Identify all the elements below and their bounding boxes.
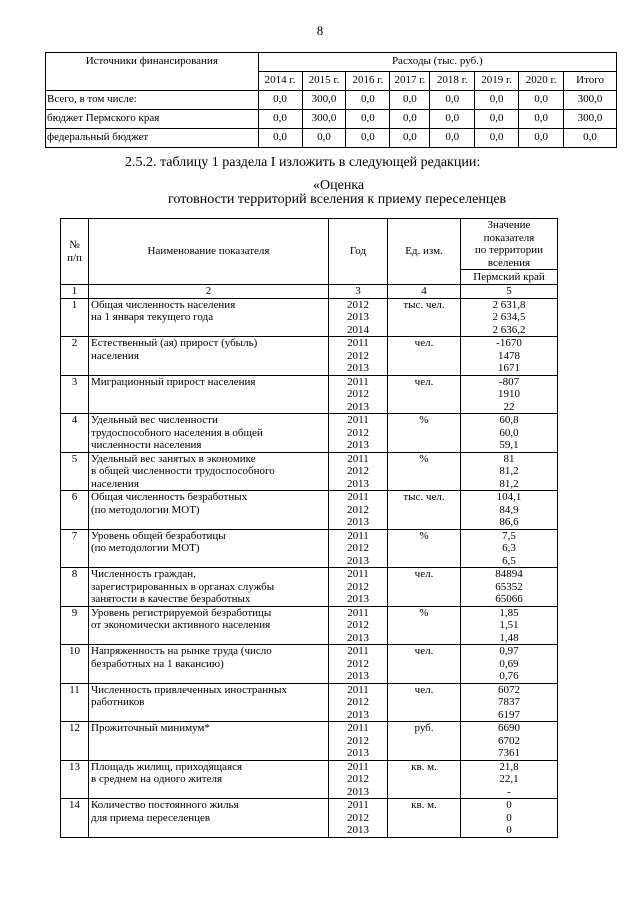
indicator-year: 2011 xyxy=(347,722,369,734)
indicator-year: 2013 xyxy=(347,785,369,798)
table-title-line1: «Оценка xyxy=(313,178,365,193)
indicator-values xyxy=(461,414,558,453)
funding-year-header: 2017 г. xyxy=(390,72,430,91)
indicator-name-line: Численность граждан, xyxy=(91,568,196,580)
indicator-year: 2012 xyxy=(347,580,369,593)
indicator-value: - xyxy=(507,785,511,798)
header-region: Пермский край xyxy=(461,270,558,285)
indicator-name-line: для приема переселенцев xyxy=(91,811,211,824)
indicator-value: 1478 xyxy=(498,349,520,362)
indicator-value: 81 xyxy=(503,452,515,465)
indicator-value: 2 636,2 xyxy=(492,323,526,336)
funding-year-header: 2020 г. xyxy=(519,72,564,91)
indicator-value: 81,2 xyxy=(499,477,519,490)
indicator-value: 6,3 xyxy=(502,542,516,554)
indicator-year: 2014 xyxy=(347,323,369,336)
funding-cell: 0,0 xyxy=(475,129,519,148)
indicator-years xyxy=(329,452,388,491)
indicator-name xyxy=(89,799,329,838)
indicator-name-line: зарегистрированных в органах службы xyxy=(91,580,275,593)
indicator-name-line: населения xyxy=(91,477,139,490)
indicator-value: 7361 xyxy=(498,747,520,759)
indicator-year: 2013 xyxy=(347,670,369,682)
funding-cell: 300,0 xyxy=(302,91,346,110)
funding-cell: 300,0 xyxy=(564,110,617,129)
indicator-value: -807 xyxy=(498,375,520,388)
indicator-value: 1,51 xyxy=(499,619,519,631)
funding-row-label: Всего, в том числе: xyxy=(46,91,259,110)
indicator-name-line: Естественный (ая) прирост (убыль) xyxy=(91,337,258,349)
indicator-unit: чел. xyxy=(388,375,461,414)
indicator-years xyxy=(329,606,388,645)
indicator-values xyxy=(461,452,558,491)
column-numbers-row xyxy=(61,285,558,299)
indicator-row xyxy=(61,683,558,722)
indicator-number: 1 xyxy=(61,298,89,337)
indicator-year: 2012 xyxy=(347,657,369,670)
indicator-year: 2012 xyxy=(347,349,369,362)
column-number: 4 xyxy=(388,285,461,299)
indicator-year: 2013 xyxy=(347,593,369,605)
indicator-value: 6197 xyxy=(498,708,520,721)
indicator-year: 2012 xyxy=(347,773,369,785)
indicator-name-line: Общая численность безработных xyxy=(91,491,248,503)
indicator-name-line: (по методологии МОТ) xyxy=(91,542,200,554)
indicator-name-line: Общая численность населения xyxy=(91,298,236,311)
indicator-value: -1670 xyxy=(496,337,522,349)
funding-row xyxy=(46,91,617,110)
indicator-name-line: трудоспособного населения в общей xyxy=(91,426,263,439)
indicator-value: 2 631,8 xyxy=(492,298,526,311)
indicator-unit: чел. xyxy=(388,683,461,722)
indicator-name-line: Уровень регистрируемой безработицы xyxy=(91,606,272,619)
indicator-year: 2013 xyxy=(347,516,369,528)
column-number: 2 xyxy=(89,285,329,299)
indicator-number: 4 xyxy=(61,414,89,453)
indicator-years xyxy=(329,760,388,799)
indicator-year: 2011 xyxy=(347,606,369,619)
indicator-unit: кв. м. xyxy=(388,760,461,799)
indicator-number: 3 xyxy=(61,375,89,414)
funding-cell: 0,0 xyxy=(475,91,519,110)
indicator-years xyxy=(329,414,388,453)
indicator-value: 86,6 xyxy=(499,516,519,528)
funding-header-expenses: Расходы (тыс. руб.) xyxy=(258,53,616,72)
indicator-name-line: Удельный вес численности xyxy=(91,414,218,426)
indicator-years xyxy=(329,529,388,568)
funding-cell: 0,0 xyxy=(390,110,430,129)
funding-cell: 0,0 xyxy=(519,91,564,110)
indicator-year: 2012 xyxy=(347,619,369,631)
indicator-year: 2012 xyxy=(347,811,369,824)
indicator-year: 2011 xyxy=(347,760,369,773)
indicator-row xyxy=(61,414,558,453)
funding-row-label: бюджет Пермского края xyxy=(46,110,259,129)
funding-cell: 0,0 xyxy=(258,129,302,148)
indicator-name xyxy=(89,568,329,607)
indicator-years xyxy=(329,298,388,337)
header-unit: Ед. изм. xyxy=(388,219,461,285)
indicator-row xyxy=(61,298,558,337)
indicator-value: 65352 xyxy=(495,580,523,593)
indicator-name-line: в среднем на одного жителя xyxy=(91,773,223,785)
indicator-value: 2 634,5 xyxy=(492,311,526,323)
indicator-year: 2011 xyxy=(347,491,369,503)
indicator-number: 10 xyxy=(61,645,89,684)
indicator-years xyxy=(329,491,388,530)
funding-cell: 0,0 xyxy=(475,110,519,129)
funding-header-source: Источники финансирования xyxy=(46,53,259,91)
funding-cell: 300,0 xyxy=(564,91,617,110)
column-number: 5 xyxy=(461,285,558,299)
indicator-values xyxy=(461,568,558,607)
funding-cell: 0,0 xyxy=(346,91,390,110)
funding-cell: 0,0 xyxy=(519,110,564,129)
funding-year-header: 2019 г. xyxy=(475,72,519,91)
indicator-row xyxy=(61,606,558,645)
indicator-year: 2012 xyxy=(347,734,369,747)
indicator-row xyxy=(61,337,558,376)
funding-cell: 0,0 xyxy=(302,129,346,148)
indicator-year: 2013 xyxy=(347,311,369,323)
indicator-years xyxy=(329,337,388,376)
indicator-row xyxy=(61,491,558,530)
indicator-unit: % xyxy=(388,606,461,645)
indicator-value: 0 xyxy=(506,799,512,811)
indicator-year: 2011 xyxy=(347,414,369,426)
indicator-year: 2011 xyxy=(347,799,369,811)
indicator-unit: % xyxy=(388,452,461,491)
indicator-number: 11 xyxy=(61,683,89,722)
indicator-year: 2011 xyxy=(347,683,369,696)
indicator-unit: чел. xyxy=(388,645,461,684)
funding-row-label: федеральный бюджет xyxy=(46,129,259,148)
indicator-year: 2013 xyxy=(347,554,369,567)
indicator-years xyxy=(329,683,388,722)
indicator-name xyxy=(89,337,329,376)
indicator-year: 2012 xyxy=(347,503,369,516)
indicator-unit: % xyxy=(388,529,461,568)
indicator-name-line: работников xyxy=(91,696,145,708)
indicator-year: 2013 xyxy=(347,708,369,721)
indicator-value: 6690 xyxy=(498,722,520,734)
indicator-name-line: населения xyxy=(91,349,139,362)
indicator-number: 5 xyxy=(61,452,89,491)
indicator-year: 2013 xyxy=(347,439,369,451)
funding-cell: 300,0 xyxy=(302,110,346,129)
indicator-value: 6072 xyxy=(498,683,520,696)
funding-year-header: Итого xyxy=(564,72,617,91)
indicator-years xyxy=(329,722,388,761)
indicator-value: 22 xyxy=(503,400,515,413)
indicator-values xyxy=(461,606,558,645)
indicator-number: 7 xyxy=(61,529,89,568)
indicator-row xyxy=(61,452,558,491)
indicator-values xyxy=(461,491,558,530)
indicator-name-line: в общей численности трудоспособного xyxy=(91,465,275,477)
funding-cell: 0,0 xyxy=(519,129,564,148)
indicator-value: 0,69 xyxy=(499,657,519,670)
indicator-number: 9 xyxy=(61,606,89,645)
funding-cell: 0,0 xyxy=(430,91,475,110)
indicator-value: 6702 xyxy=(498,734,520,747)
funding-body xyxy=(46,91,617,148)
indicator-values xyxy=(461,760,558,799)
indicator-number: 14 xyxy=(61,799,89,838)
funding-cell: 0,0 xyxy=(430,110,475,129)
indicator-name-line: Площадь жилищ, приходящаяся xyxy=(91,760,243,773)
indicator-value: 104,1 xyxy=(496,491,522,503)
indicator-value: 0 xyxy=(506,811,512,824)
funding-cell: 0,0 xyxy=(390,91,430,110)
indicator-name xyxy=(89,298,329,337)
indicator-value: 21,8 xyxy=(499,760,519,773)
indicator-name-line: безработных на 1 вакансию) xyxy=(91,657,224,670)
indicator-value: 7837 xyxy=(498,696,520,708)
indicator-value: 1671 xyxy=(498,362,520,374)
indicator-value: 59,1 xyxy=(499,439,519,451)
funding-year-header: 2014 г. xyxy=(258,72,302,91)
indicator-row xyxy=(61,529,558,568)
funding-year-header: 2016 г. xyxy=(346,72,390,91)
funding-row xyxy=(46,110,617,129)
indicator-year: 2013 xyxy=(347,824,369,836)
header-value: Значение показателя по территории вселения xyxy=(461,219,558,270)
column-number: 1 xyxy=(61,285,89,299)
indicator-name-line: занятости в качестве безработных xyxy=(91,593,251,605)
indicator-name-line: (по методологии МОТ) xyxy=(91,503,200,516)
indicator-year: 2012 xyxy=(347,388,369,400)
indicator-year: 2011 xyxy=(347,337,369,349)
indicator-row xyxy=(61,799,558,838)
indicator-number: 2 xyxy=(61,337,89,376)
header-no: № п/п xyxy=(61,219,89,285)
funding-cell: 0,0 xyxy=(390,129,430,148)
indicator-year: 2013 xyxy=(347,400,369,413)
indicator-name xyxy=(89,760,329,799)
indicator-value: 0,76 xyxy=(499,670,519,682)
indicator-years xyxy=(329,645,388,684)
funding-year-header: 2015 г. xyxy=(302,72,346,91)
indicator-name-line: от экономически активного населения xyxy=(91,619,271,631)
indicator-row xyxy=(61,645,558,684)
indicator-name-line: Напряженность на рынке труда (число xyxy=(91,645,272,657)
indicators-table xyxy=(60,218,558,838)
indicator-value: 0,97 xyxy=(499,645,519,657)
indicator-year: 2011 xyxy=(347,375,369,388)
funding-cell: 0,0 xyxy=(258,110,302,129)
indicator-year: 2011 xyxy=(347,452,369,465)
header-year: Год xyxy=(329,219,388,285)
indicator-row xyxy=(61,568,558,607)
indicator-values xyxy=(461,799,558,838)
indicator-years xyxy=(329,799,388,838)
indicator-value: 60,8 xyxy=(499,414,519,426)
indicator-name xyxy=(89,414,329,453)
indicator-value: 6,5 xyxy=(502,554,516,567)
funding-cell: 0,0 xyxy=(346,129,390,148)
indicator-name xyxy=(89,606,329,645)
indicator-name-line: на 1 января текущего года xyxy=(91,311,214,323)
indicator-values xyxy=(461,298,558,337)
indicator-value: 81,2 xyxy=(499,465,519,477)
indicator-unit: чел. xyxy=(388,568,461,607)
amendment-paragraph: 2.5.2. таблицу 1 раздела I изложить в следующей редакции: xyxy=(125,155,481,170)
indicator-value: 1910 xyxy=(498,388,520,400)
indicator-values xyxy=(461,722,558,761)
indicator-value: 1,85 xyxy=(499,606,519,619)
page-number: 8 xyxy=(316,23,324,38)
indicator-name-line: Удельный вес занятых в экономике xyxy=(91,452,256,465)
indicator-year: 2011 xyxy=(347,568,369,580)
indicator-value: 84,9 xyxy=(499,503,519,516)
indicator-name-line: Прожиточный минимум* xyxy=(91,722,210,734)
indicator-name xyxy=(89,645,329,684)
indicator-year: 2013 xyxy=(347,362,369,374)
funding-year-header: 2018 г. xyxy=(430,72,475,91)
funding-row xyxy=(46,129,617,148)
indicator-year: 2013 xyxy=(347,747,369,759)
indicators-body xyxy=(61,298,558,837)
funding-cell: 0,0 xyxy=(430,129,475,148)
column-number: 3 xyxy=(329,285,388,299)
indicator-name-line: Количество постоянного жилья xyxy=(91,799,239,811)
indicator-number: 8 xyxy=(61,568,89,607)
funding-cell: 0,0 xyxy=(346,110,390,129)
indicator-year: 2012 xyxy=(347,298,369,311)
indicator-name xyxy=(89,529,329,568)
indicator-year: 2012 xyxy=(347,542,369,554)
indicator-values xyxy=(461,683,558,722)
indicator-number: 6 xyxy=(61,491,89,530)
indicator-year: 2013 xyxy=(347,631,369,644)
indicator-years xyxy=(329,375,388,414)
indicator-name xyxy=(89,452,329,491)
indicator-name xyxy=(89,722,329,761)
indicator-row xyxy=(61,760,558,799)
indicator-unit: % xyxy=(388,414,461,453)
table-title-line2: готовности территорий вселения к приему переселенцев xyxy=(168,192,507,207)
indicator-value: 0 xyxy=(506,824,512,836)
indicator-name-line: Миграционный прирост населения xyxy=(91,375,256,388)
indicator-unit: тыс. чел. xyxy=(388,298,461,337)
indicator-name xyxy=(89,375,329,414)
indicator-value: 60,0 xyxy=(499,426,519,439)
indicator-year: 2012 xyxy=(347,426,369,439)
indicator-values xyxy=(461,337,558,376)
indicator-value: 22,1 xyxy=(499,773,519,785)
indicator-year: 2013 xyxy=(347,477,369,490)
indicator-values xyxy=(461,375,558,414)
indicator-row xyxy=(61,375,558,414)
indicator-value: 1,48 xyxy=(499,631,519,644)
indicator-name-line: Численность привлеченных иностранных xyxy=(91,683,287,696)
funding-cell: 0,0 xyxy=(564,129,617,148)
indicator-number: 13 xyxy=(61,760,89,799)
indicator-values xyxy=(461,645,558,684)
indicator-unit: кв. м. xyxy=(388,799,461,838)
indicator-year: 2012 xyxy=(347,465,369,477)
indicator-name xyxy=(89,491,329,530)
indicator-row xyxy=(61,722,558,761)
indicator-year: 2012 xyxy=(347,696,369,708)
indicator-name xyxy=(89,683,329,722)
indicator-number: 12 xyxy=(61,722,89,761)
indicator-values xyxy=(461,529,558,568)
funding-cell: 0,0 xyxy=(258,91,302,110)
indicator-year: 2011 xyxy=(347,645,369,657)
indicator-year: 2011 xyxy=(347,529,369,542)
indicator-value: 65066 xyxy=(495,593,523,605)
indicator-unit: чел. xyxy=(388,337,461,376)
indicator-name-line: Уровень общей безработицы xyxy=(91,529,226,542)
header-name: Наименование показателя xyxy=(89,219,329,285)
indicator-unit: тыс. чел. xyxy=(388,491,461,530)
indicator-value: 84894 xyxy=(495,568,523,580)
funding-table xyxy=(45,52,617,148)
indicator-years xyxy=(329,568,388,607)
indicator-name-line: численности населения xyxy=(91,439,202,451)
indicator-value: 7,5 xyxy=(502,529,516,542)
indicator-unit: руб. xyxy=(388,722,461,761)
